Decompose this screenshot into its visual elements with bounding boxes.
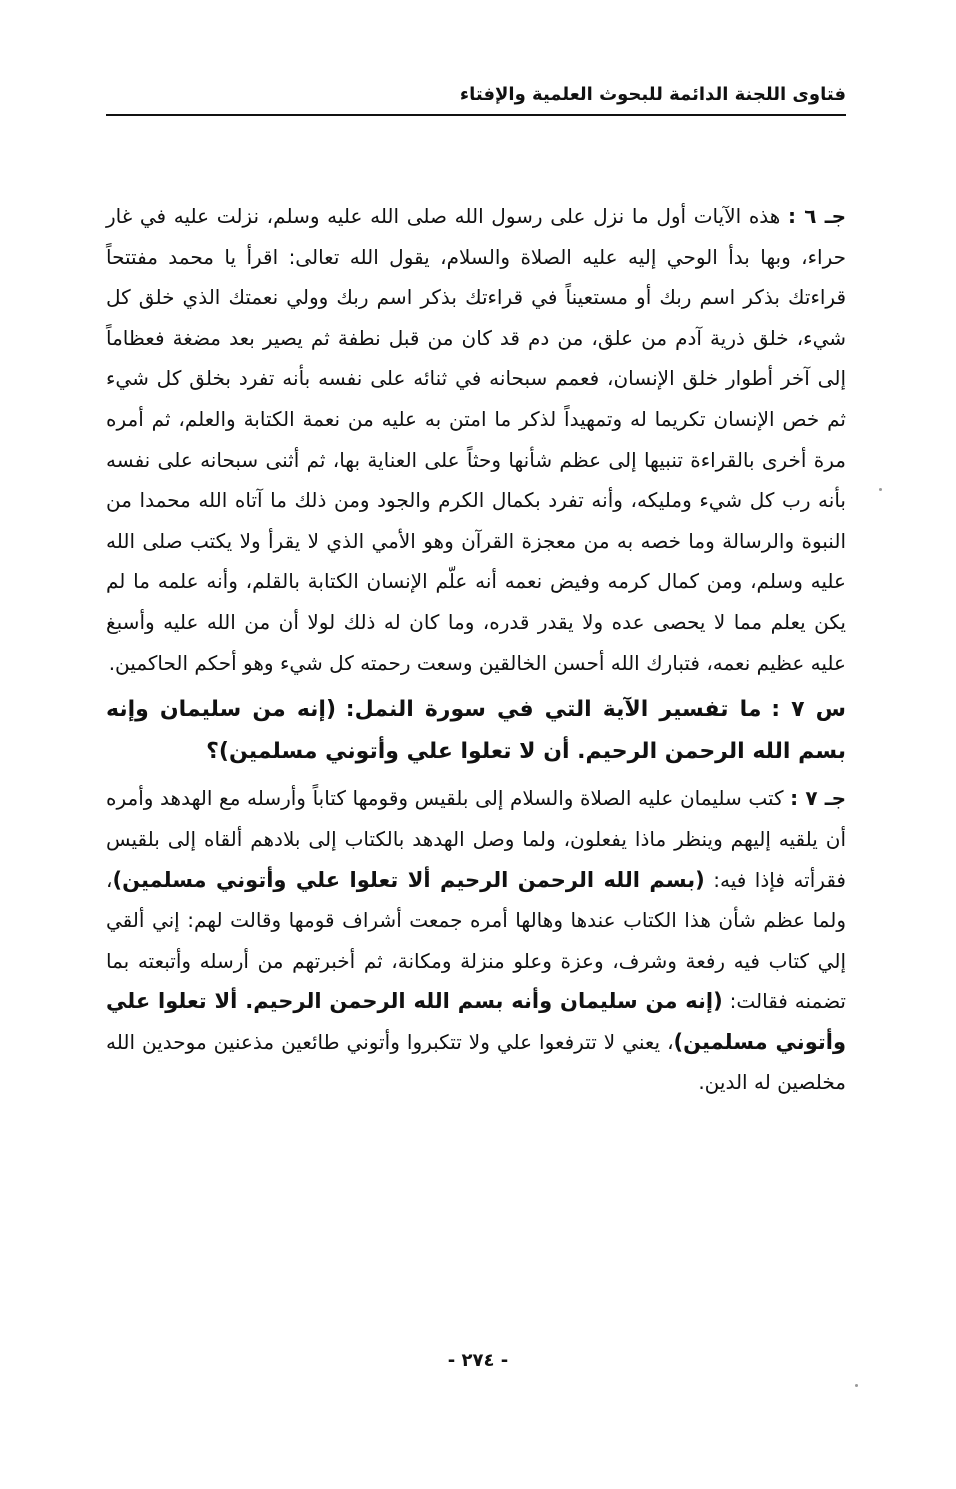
question-7-verse: (إنه من سليمان وإنه بسم الله الرحمن الرحيم. أن لا تعلوا علي وأتوني مسلمين)؟ xyxy=(106,697,846,764)
answer-7-verse-1: (بسم الله الرحمن الرحيم ألا تعلوا علي وأتوني مسلمين) xyxy=(112,867,705,892)
answer-6-paragraph xyxy=(106,196,846,683)
running-header xyxy=(106,84,846,116)
answer-6-label: جـ ٦ : xyxy=(788,204,847,228)
answer-6-text: هذه الآيات أول ما نزل على رسول الله صلى الله عليه وسلم، نزلت عليه في غار حراء، وبها بدأ الوحي إليه عليه الصلاة والسلام، يقول الله تعالى: اقرأ يا محمد مفتتحاً قراءتك بذكر اسم ربك أو مستعيناً في قراءتك بذكر اسم ربك وولي نعمتك الذي خلق كل شيء، خلق ذرية آدم من علق، من دم قد كان من قبل نطفة ثم يصير بعد مضغة فعظاماً إلى آخر أطوار خلق الإنسان، فعمم سبحانه في ثنائه على نفسه بأنه تفرد بخلق كل شيء ثم خص الإنسان تكريما له وتمهيداً لذكر ما امتن به عليه من نعمة الكتابة والعلم، ثم أمره مرة أخرى بالقراءة تنبيها إلى عظم شأنها وحثاً على العناية بها، ثم أثنى سبحانه على نفسه بأنه رب كل شيء ومليكه، وأنه تفرد بكمال الكرم والجود ومن ذلك ما آتاه الله محمدا من النبوة والرسالة وما خصه به من معجزة القرآن وهو الأمي الذي لا يقرأ ولا يكتب صلى الله عليه وسلم، ومن كمال كرمه وفيض نعمه أنه علّم الإنسان الكتابة بالقلم، وأنه علمه ما لم يكن يعلم مما لا يحصى عده ولا يقدر قدره، وما كان له ذلك لولا أن من الله عليه وأسبغ عليه عظيم نعمه، فتبارك الله أحسن الخالقين وسعت رحمته كل شيء وهو أحكم الحاكمين. xyxy=(106,204,846,675)
answer-7-text-1: كتب سليمان عليه الصلاة والسلام إلى بلقيس وقومها كتاباً وأرسله مع الهدهد وأمره أن يلقيه إليهم وينظر ماذا يفعلون، ولما وصل الهدهد بالكتاب إلى بلادهم ألقاه إلى بلقيس فقرأته فإذا فيه: xyxy=(106,786,846,892)
question-7-paragraph xyxy=(106,689,846,772)
question-7-label: س ٧ : xyxy=(771,697,846,723)
answer-7-paragraph xyxy=(106,778,846,1103)
answer-7-text-3: ، يعني لا تترفعوا علي ولا تتكبروا وأتوني طائعين مذعنين موحدين الله مخلصين له الدين. xyxy=(106,1029,846,1095)
scan-speck xyxy=(879,488,882,491)
answer-7-text-2: ، ولما عظم شأن هذا الكتاب عندها وهالها أمره جمعت أشراف قومها وقالت لهم: إني ألقي إلي كتاب فيه رفعة وشرف، وعزة وعلو منزلة ومكانة، ثم أخبرتهم من أرسله وأتبعته بما تضمنه فقالت: xyxy=(106,867,846,1014)
answer-7-label: جـ ٧ : xyxy=(790,786,846,811)
header-title: فتاوى اللجنة الدائمة للبحوث العلمية والإفتاء xyxy=(454,84,846,105)
page-number: - ٢٧٤ - xyxy=(447,1350,509,1371)
page-body xyxy=(106,196,846,1103)
question-7-text: ما تفسير الآية التي في سورة النمل: xyxy=(345,697,762,723)
scan-speck xyxy=(855,1384,858,1387)
answer-7-verse-2: (إنه من سليمان وأنه بسم الله الرحمن الرحيم. ألا تعلوا علي وأتوني مسلمين) xyxy=(106,989,846,1054)
